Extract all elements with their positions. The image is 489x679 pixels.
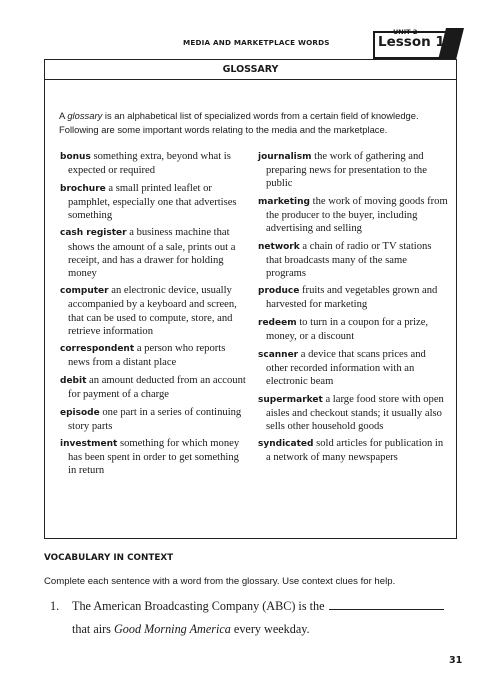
show-title: Good Morning America bbox=[113, 622, 231, 636]
glossary-term: investment bbox=[60, 439, 118, 450]
glossary-entry bbox=[258, 284, 449, 311]
glossary-term: produce bbox=[258, 286, 300, 297]
glossary-definition: a large food store with open aisles and checkout stands; it usually also sells other household goods bbox=[266, 393, 444, 432]
glossary-intro bbox=[59, 109, 447, 137]
glossary-left-column bbox=[60, 150, 248, 482]
glossary-definition: a business machine that shows the amount of a sale, prints out a receipt, and has a drawer for holding money bbox=[68, 227, 236, 279]
glossary-definition: to turn in a coupon for a prize, money, or a discount bbox=[266, 317, 429, 343]
glossary-definition: sold articles for publication in a network of many newspapers bbox=[266, 438, 444, 464]
question-text: every weekday. bbox=[230, 622, 310, 636]
glossary-entry bbox=[258, 437, 449, 464]
answer-blank[interactable] bbox=[329, 599, 444, 610]
glossary-entry bbox=[60, 437, 248, 477]
glossary-title: GLOSSARY bbox=[45, 60, 456, 80]
glossary-term: bonus bbox=[60, 152, 91, 162]
glossary-term: episode bbox=[60, 407, 100, 418]
unit-label: UNIT 2 bbox=[393, 28, 418, 36]
lesson-label: Lesson 1 bbox=[378, 34, 445, 50]
glossary-entry bbox=[258, 150, 449, 190]
glossary-entry bbox=[258, 240, 449, 280]
intro-text-start: A bbox=[59, 110, 68, 121]
glossary-term: computer bbox=[60, 286, 109, 297]
glossary-definition: fruits and vegetables grown and harvested for marketing bbox=[266, 285, 438, 311]
glossary-entry bbox=[60, 374, 248, 401]
question-1 bbox=[50, 599, 444, 614]
glossary-entry bbox=[60, 284, 248, 337]
glossary-term: journalism bbox=[258, 152, 312, 162]
glossary-term: cash register bbox=[60, 228, 127, 239]
glossary-definition: a small printed leaflet or pamphlet, especially one that advertises something bbox=[68, 182, 237, 221]
glossary-definition: an amount deducted from an account for payment of a charge bbox=[68, 374, 246, 400]
glossary-term: debit bbox=[60, 375, 87, 386]
vocab-heading: VOCABULARY IN CONTEXT bbox=[44, 553, 174, 563]
glossary-entry bbox=[258, 316, 449, 343]
glossary-right-column bbox=[258, 150, 449, 469]
glossary-term: marketing bbox=[258, 196, 310, 207]
question-1-continued bbox=[72, 622, 310, 637]
glossary-term: brochure bbox=[60, 183, 106, 194]
glossary-term: correspondent bbox=[60, 344, 135, 355]
glossary-term: syndicated bbox=[258, 439, 314, 450]
glossary-entry bbox=[60, 150, 248, 177]
glossary-term: scanner bbox=[258, 349, 299, 360]
glossary-term: supermarket bbox=[258, 394, 323, 405]
intro-text-end: is an alphabetical list of specialized words from a certain field of knowledge. Following are some important words relating to the media and the marketplace. bbox=[59, 110, 419, 135]
glossary-entry bbox=[60, 342, 248, 369]
glossary-definition: the work of gathering and preparing news for presentation to the public bbox=[266, 151, 427, 190]
glossary-term: network bbox=[258, 241, 300, 252]
glossary-entry bbox=[60, 406, 248, 433]
question-text: that airs bbox=[72, 622, 114, 636]
intro-term: glossary bbox=[67, 110, 103, 121]
glossary-box bbox=[44, 59, 457, 539]
glossary-definition: a device that scans prices and other recorded information with an electronic beam bbox=[266, 348, 426, 387]
glossary-entry bbox=[60, 226, 248, 279]
section-title: MEDIA AND MARKETPLACE WORDS bbox=[183, 38, 330, 47]
glossary-definition: something for which money has been spent in order to get something in return bbox=[68, 438, 240, 477]
glossary-definition: a person who reports news from a distant place bbox=[68, 343, 226, 369]
glossary-definition: the work of moving goods from the producer to the buyer, including advertising and selling bbox=[266, 195, 448, 234]
glossary-definition: one part in a series of continuing story parts bbox=[68, 406, 242, 432]
glossary-term: redeem bbox=[258, 318, 297, 329]
glossary-definition: a chain of radio or TV stations that broadcasts many of the same programs bbox=[266, 240, 432, 279]
glossary-entry bbox=[258, 195, 449, 235]
glossary-definition: an electronic device, usually accompanied by a keyboard and screen, that can be used to compute, store, and retrieve information bbox=[68, 285, 237, 337]
glossary-entry bbox=[258, 393, 449, 433]
question-number: 1. bbox=[50, 599, 60, 613]
glossary-entry bbox=[60, 182, 248, 222]
glossary-entry bbox=[258, 348, 449, 388]
glossary-definition: something extra, beyond what is expected or required bbox=[68, 151, 231, 177]
vocab-instructions: Complete each sentence with a word from the glossary. Use context clues for help. bbox=[44, 576, 396, 587]
page-number: 31 bbox=[449, 655, 463, 666]
question-text: The American Broadcasting Company (ABC) is the bbox=[72, 599, 325, 613]
